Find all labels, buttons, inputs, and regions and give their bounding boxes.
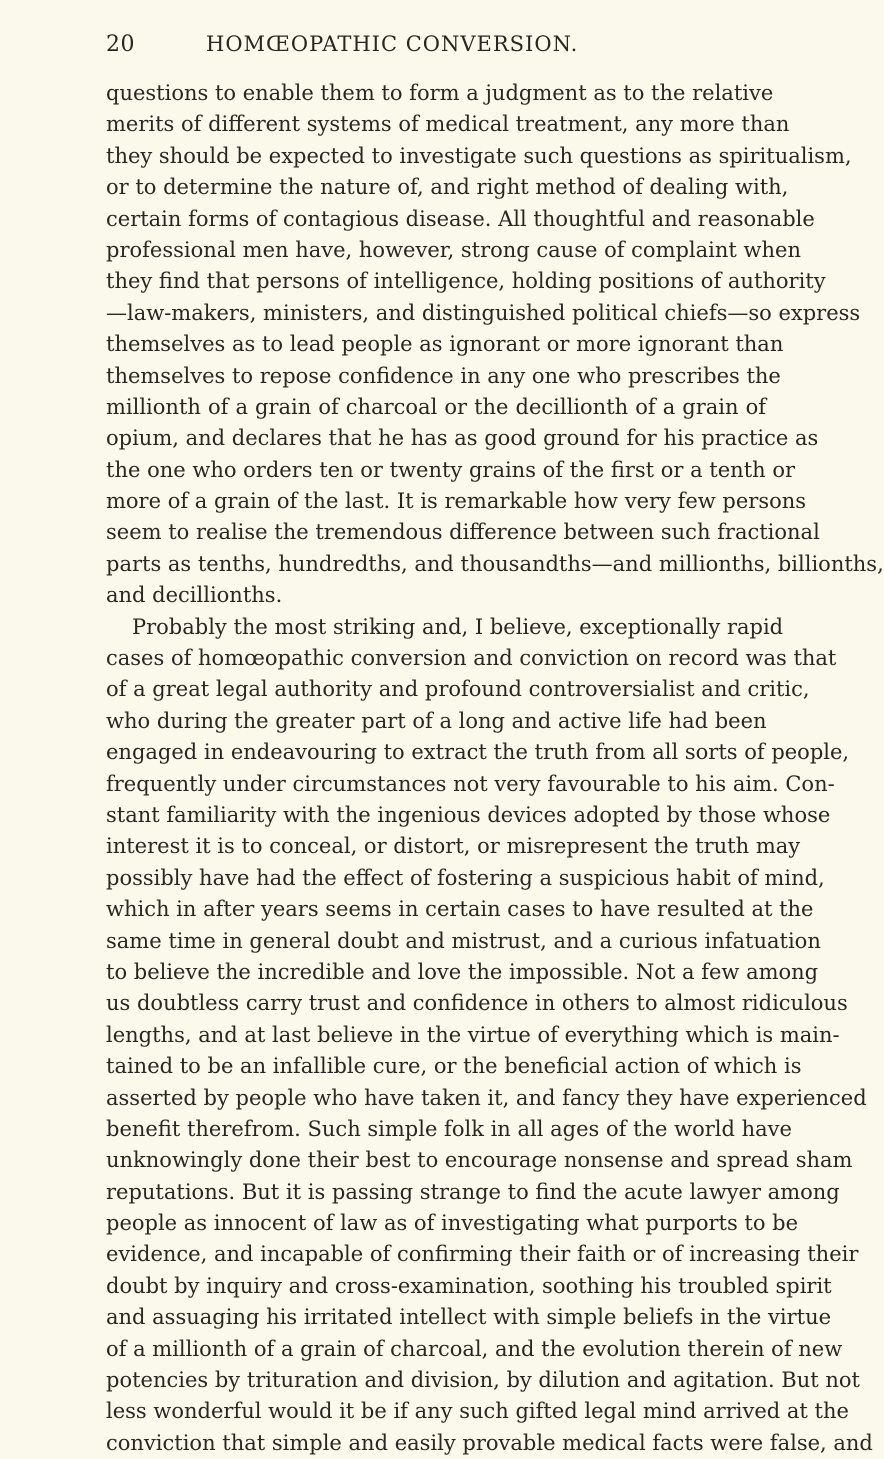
text-line: people as innocent of law as of investigating what purports to be <box>106 1211 799 1236</box>
text-line: millionth of a grain of charcoal or the decillionth of a grain of <box>106 394 766 419</box>
text-line: opium, and declares that he has as good ground for his practice as <box>106 426 819 451</box>
text-line: us doubtless carry trust and confidence in others to almost ridiculous <box>106 991 848 1016</box>
page-number: 20 <box>106 32 135 57</box>
text-line: questions to enable them to form a judgment as to the relative <box>106 81 774 105</box>
text-line: frequently under circumstances not very favourable to his aim. Con- <box>106 771 835 796</box>
text-line: they should be expected to investigate such questions as spiritualism, <box>106 143 852 168</box>
text-line: potencies by trituration and division, by dilution and agitation. But not <box>106 1368 860 1393</box>
text-line: engaged in endeavouring to extract the truth from all sorts of people, <box>106 740 850 765</box>
text-line: merits of different systems of medical treatment, any more than <box>106 112 790 137</box>
text-line: evidence, and incapable of confirming their faith or of increasing their <box>106 1242 859 1267</box>
text-line: stant familiarity with the ingenious devices adopted by those whose <box>106 802 831 827</box>
text-line: possibly have had the effect of fostering a suspicious habit of mind, <box>106 865 825 890</box>
text-line: they find that persons of intelligence, holding positions of authority <box>106 269 826 294</box>
text-line: the one who orders ten or twenty grains of the first or a tenth or <box>106 457 796 482</box>
text-line: unknowingly done their best to encourage nonsense and spread sham <box>106 1148 853 1173</box>
text-line: —law-makers, ministers, and distinguished political chiefs—so express <box>106 300 861 325</box>
paragraph-start-line: Probably the most striking and, I believe, exceptionally rapid <box>132 614 784 639</box>
text-line: conviction that simple and easily provable medical facts were false, and <box>106 1430 873 1455</box>
text-line: parts as tenths, hundredths, and thousandths—and millionths, billionths, <box>106 551 884 576</box>
text-line: of a millionth of a grain of charcoal, and the evolution therein of new <box>106 1336 843 1361</box>
text-line: interest it is to conceal, or distort, or misrepresent the truth may <box>106 834 801 859</box>
body-text <box>106 78 884 1459</box>
text-line: more of a grain of the last. It is remarkable how very few persons <box>106 489 807 514</box>
text-line: tained to be an infallible cure, or the beneficial action of which is <box>106 1054 802 1079</box>
text-line: to believe the incredible and love the impossible. Not a few among <box>106 959 819 984</box>
text-line: reputations. But it is passing strange to find the acute lawyer among <box>106 1179 840 1204</box>
text-line: benefit therefrom. Such simple folk in all ages of the world have <box>106 1116 792 1141</box>
text-line: same time in general doubt and mistrust, and a curious infatuation <box>106 928 821 953</box>
text-line: who during the greater part of a long and active life had been <box>106 708 767 733</box>
text-line: or to determine the nature of, and right method of dealing with, <box>106 175 789 200</box>
text-line: which in after years seems in certain cases to have resulted at the <box>106 897 814 922</box>
text-line: asserted by people who have taken it, and fancy they have experienced <box>106 1085 867 1110</box>
running-title: HOMŒOPATHIC CONVERSION. <box>206 32 579 56</box>
text-line: lengths, and at last believe in the virtue of everything which is main- <box>106 1022 840 1047</box>
text-line: cases of homœopathic conversion and conviction on record was that <box>106 646 837 671</box>
text-line: and assuaging his irritated intellect with simple beliefs in the virtue <box>106 1305 832 1330</box>
text-line: doubt by inquiry and cross-examination, soothing his troubled spirit <box>106 1273 832 1298</box>
text-line: professional men have, however, strong cause of complaint when <box>106 237 801 262</box>
text-line: of a great legal authority and profound controversialist and critic, <box>106 677 810 702</box>
text-line: themselves to repose confidence in any one who prescribes the <box>106 363 781 388</box>
page-header <box>106 32 706 66</box>
text-line: themselves as to lead people as ignorant or more ignorant than <box>106 332 784 357</box>
text-line: less wonderful would it be if any such gifted legal mind arrived at the <box>106 1399 849 1424</box>
text-line: seem to realise the tremendous difference between such fractional <box>106 520 820 545</box>
paragraph-end-line: and decillionths. <box>106 583 283 608</box>
text-line: certain forms of contagious disease. All thoughtful and reasonable <box>106 206 815 231</box>
